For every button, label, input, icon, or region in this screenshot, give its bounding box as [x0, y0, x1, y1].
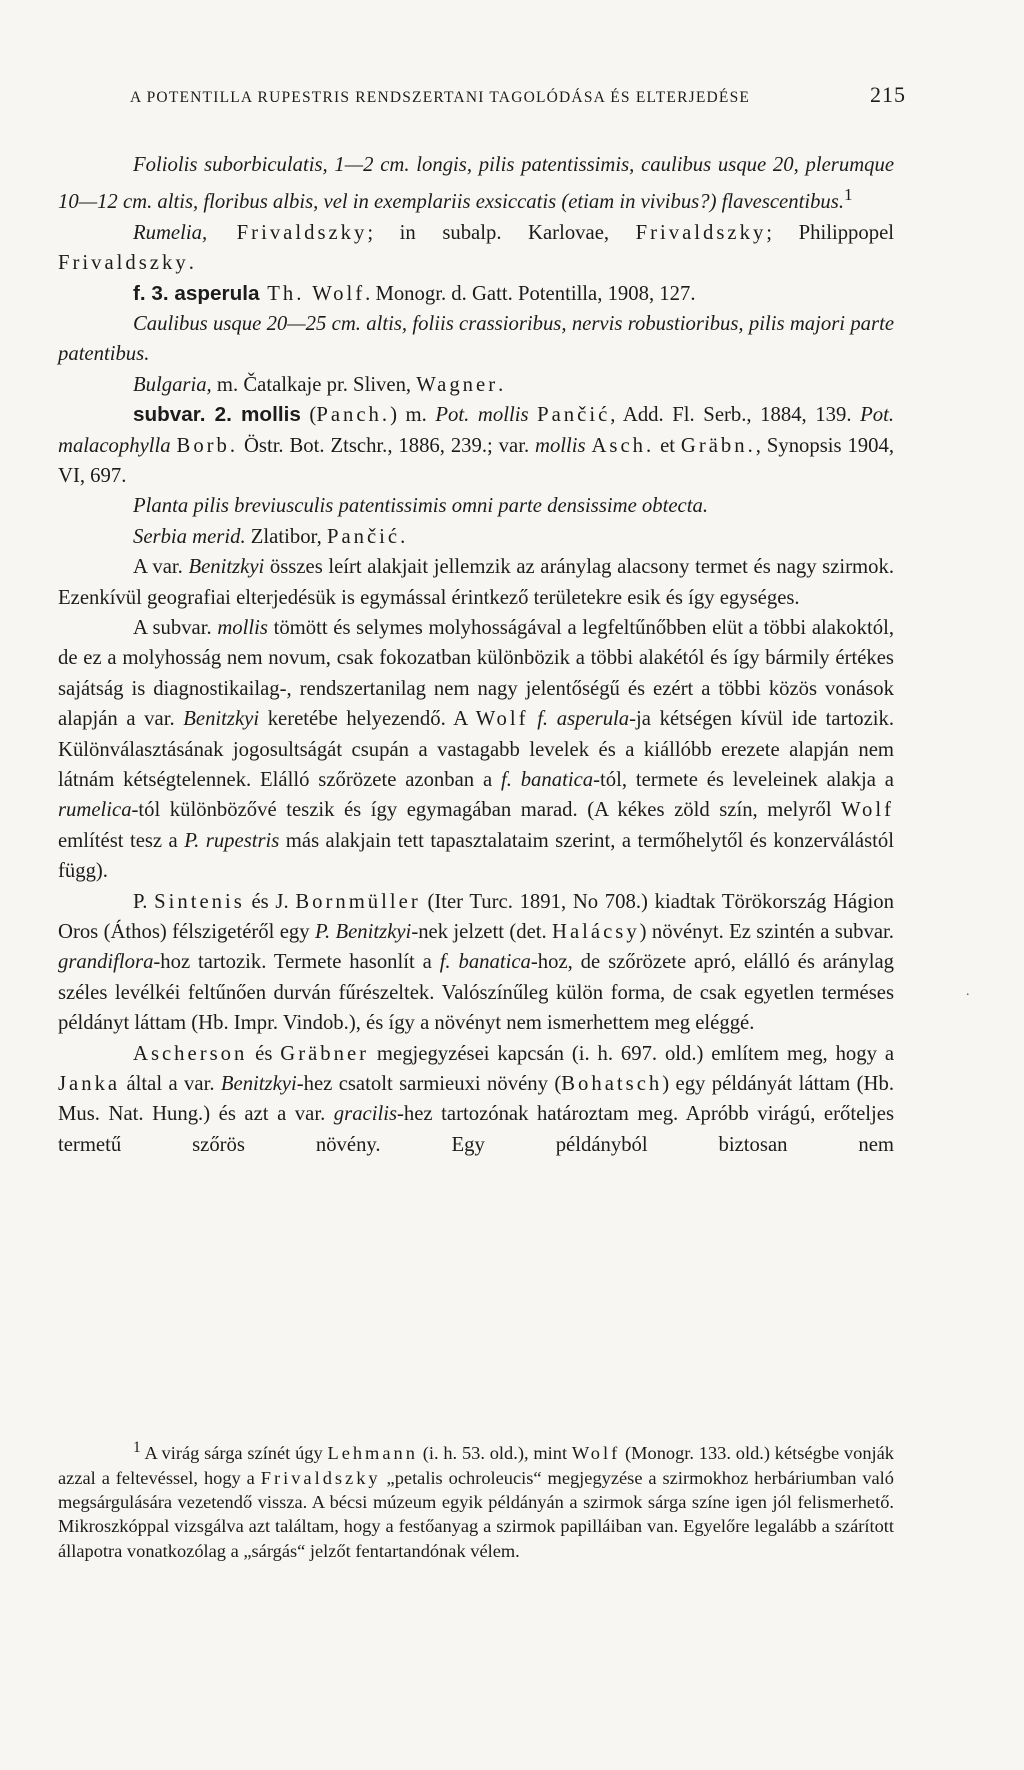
page-number: 215 [870, 82, 906, 107]
paragraph-diagnosis [58, 150, 894, 279]
text: (Monogr. 133. old.) kétségbe vonják azzal a feltevéssel, hogy a [58, 1443, 894, 1488]
taxon-name: rumelica [58, 799, 132, 822]
locality-region: Bulgaria, [133, 373, 212, 396]
paragraph-subvar-heading [58, 400, 894, 491]
text: ) egy példányát láttam (Hb. Mus. Nat. Hung.) és azt a var. [58, 1073, 894, 1126]
author-name: Th. Wolf [259, 282, 366, 305]
locality-region: Serbia merid. [133, 525, 246, 548]
collector-name: Frivaldszky [635, 221, 767, 244]
text: keretébe helyezendő. A [259, 708, 476, 731]
punctuation: . [188, 252, 194, 275]
locality-region: Rumelia, [133, 221, 208, 244]
author-name: Pančić [537, 404, 611, 427]
punctuation: . [400, 525, 406, 548]
running-title: A POTENTILLA RUPESTRIS RENDSZERTANI TAGOLÓDÁSA ÉS ELTERJEDÉSE [130, 89, 751, 106]
author-name: Wolf [571, 1443, 621, 1464]
text: -hoz tartozik. Termete hasonlít a [153, 951, 440, 974]
latin-diagnosis: Caulibus usque 20—25 cm. altis, foliis crassioribus, nervis robustioribus, pilis majori parte patentibus. [58, 312, 894, 366]
latin-diagnosis: Planta pilis breviusculis patentissimis omni parte densissime obtecta. [133, 495, 708, 518]
author-name: Wolf [841, 799, 894, 822]
taxon-name: mollis [217, 616, 268, 639]
margin-mark: . [966, 984, 970, 999]
paragraph-discussion-1 [58, 552, 894, 613]
author-name: Borb. [176, 434, 239, 457]
collector-name: Pančić [326, 525, 401, 548]
taxon-name: Pot. malacophylla [58, 404, 895, 457]
citation-text: ) m. [390, 404, 436, 427]
footnote-ref: 1 [844, 185, 853, 205]
citation-text: ( [300, 404, 317, 427]
running-header [130, 82, 906, 108]
space [529, 404, 538, 426]
text: (i. h. 53. old.), mint [417, 1443, 572, 1464]
collector-name: Frivaldszky [207, 221, 368, 244]
text: -hez csatolt sarmieuxi növény ( [296, 1073, 562, 1096]
author-name: Gräbn. [680, 434, 756, 457]
text: más alakjain tett tapasztalataim szerint, a termőhelytől és konzerválástól függ). [58, 829, 894, 883]
text: megjegyzései kapcsán (i. h. 697. old.) említem meg, hogy a [369, 1042, 894, 1065]
author-name: Bornmüller [295, 890, 421, 913]
author-name: Janka [58, 1073, 121, 1096]
author-name: Halácsy [552, 921, 640, 944]
author-name: Asch. [591, 434, 655, 457]
taxon-name: f. banatica [500, 769, 594, 792]
text: „petalis ochroleucis“ megjegyzése a szirmokhoz herbáriumban való megsárgulására vezetendő vissza. A bécsi múzeum egyik példányán a szirmok sárga színe igen jól felismerhető. Mikroszkóppal vizsgálva azt találtam, hogy a festőanyag a szirmok papilláiban van. Egyelőre legalább a szárított állapotra vonatkozólag a „sárgás“ jelzőt fentartandónak vélem. [58, 1467, 894, 1561]
space [529, 708, 538, 730]
paragraph-subvar-locality [58, 522, 894, 552]
citation-text: . Monogr. d. Gatt. Potentilla, 1908, 127. [365, 282, 696, 305]
citation-text: et [654, 434, 681, 457]
text: A virág sárga színét úgy [140, 1443, 328, 1464]
locality-text: Zlatibor, [245, 525, 327, 548]
locality-text: ; in subalp. Karlovae, [367, 221, 636, 244]
footnote-number: 1 [133, 1439, 141, 1456]
text: A subvar. [133, 616, 218, 639]
paragraph-forma-locality [58, 370, 894, 400]
locality-text: m. Čatalkaje pr. Sliven, [211, 373, 417, 396]
taxon-name: f. asperula [537, 708, 630, 731]
author-name: Lehmann [327, 1443, 418, 1464]
author-name: Wolf [475, 708, 529, 731]
text: ) növényt. Ez szintén a subvar. [639, 921, 894, 944]
text: A var. [133, 556, 189, 579]
collector-name: Wagner [416, 373, 499, 396]
taxon-name: P. Benitzkyi [314, 921, 412, 944]
text: -nek jelzett (det. [411, 921, 553, 944]
paragraph-forma-heading [58, 279, 894, 309]
footnote-paragraph [58, 1436, 894, 1563]
author-name: Panch. [316, 404, 391, 427]
text: és J. [244, 890, 296, 913]
paragraph-subvar-diagnosis [58, 491, 894, 521]
paragraph-discussion-3 [58, 887, 894, 1039]
author-name: Sintenis [154, 890, 245, 913]
citation-text: , Add. Fl. Serb., 1884, 139. [610, 404, 861, 427]
taxon-heading: f. 3. asperula [133, 281, 260, 305]
taxon-name: Benitzkyi [188, 556, 265, 579]
text: (Iter Turc. 1891, No 708.) kiadtak Törökország Hágion Oros (Áthos) félszigetéről egy [58, 890, 894, 944]
text: említést tesz a [58, 829, 185, 852]
paragraph-discussion-4 [58, 1039, 894, 1161]
paragraph-forma-diagnosis [58, 309, 894, 370]
footnote [58, 1436, 894, 1563]
text: -hez tartozónak határoztam meg. Apróbb virágú, erőteljes termetű szőrös növény. Egy példányból biztosan nem [58, 1103, 894, 1156]
text: P. [133, 890, 155, 913]
citation-text: Östr. Bot. Ztschr., 1886, 239.; var. [238, 434, 536, 457]
text: -ja kétségen kívül ide tartozik. Különválasztásának jogosultságát csupán a vastagabb levelek és a kiállóbb erezete alapján nem látnám kétségtelennek. Elálló szőrözete azonban a [58, 708, 895, 792]
taxon-name: gracilis [333, 1103, 398, 1126]
text: összes leírt alakjait jellemzik az aránylag alacsony termet és nagy szirmok. Ezenkívül geografiai elterjedésük is egymással érintkező területekre esik és így egységes. [58, 556, 894, 609]
text: -tól, termete és leveleinek alakja a [593, 769, 894, 792]
text: -tól különbözővé teszik és így egymagában marad. (A kékes zöld szín, melyről [131, 799, 842, 822]
latin-diagnosis: Foliolis suborbiculatis, 1—2 cm. longis, pilis patentissimis, caulibus usque 20, plerumque 10—12 cm. altis, floribus albis, vel in exemplariis exsiccatis (etiam in vivibus?) flavescentibus. [58, 154, 894, 214]
taxon-name: P. rupestris [184, 829, 280, 852]
taxon-name: grandiflora [58, 951, 154, 974]
collector-name: Frivaldszky [58, 252, 189, 275]
author-name: Ascherson [133, 1042, 248, 1065]
locality-text: ; Philippopel [766, 221, 894, 244]
taxon-name: Pot. mollis [435, 404, 529, 427]
taxon-name: Benitzkyi [220, 1073, 297, 1096]
author-name: Frivaldszky [260, 1467, 381, 1488]
author-name: Gräbner [280, 1042, 370, 1065]
taxon-heading: subvar. 2. mollis [133, 403, 301, 427]
author-name: Bohatsch [561, 1073, 663, 1096]
body-text [58, 150, 894, 1160]
taxon-name: f. banatica [439, 951, 531, 974]
paragraph-discussion-2 [58, 613, 894, 887]
locality-line [58, 222, 894, 274]
text: által a var. [120, 1073, 221, 1096]
taxon-name: mollis [535, 434, 586, 457]
taxon-name: Benitzkyi [183, 708, 260, 731]
punctuation: . [498, 373, 504, 396]
text: és [247, 1042, 281, 1065]
text: tömött és selymes molyhosságával a legfeltűnőbben elüt a többi alakoktól, de ez a molyhosság nem novum, csak fokozatban különbözik a többi alakétól és így bármily értékes sajátság is diagnostikailag-, rendszertanilag nem nagy jelentőségű és ezért a többi közös vonások alapján a var. [58, 616, 894, 731]
citation-text: , Synopsis 1904, VI, 697. [58, 434, 895, 487]
text: -hoz, de szőrözete apró, elálló és aránylag széles levélkéi feltűnően durván fűrészeltek. Valószínűleg külön forma, de csak egyetlen terméses példányt láttam (Hb. Impr. Vindob.), és így a növényt nem ismerhettem meg eléggé. [58, 951, 894, 1035]
